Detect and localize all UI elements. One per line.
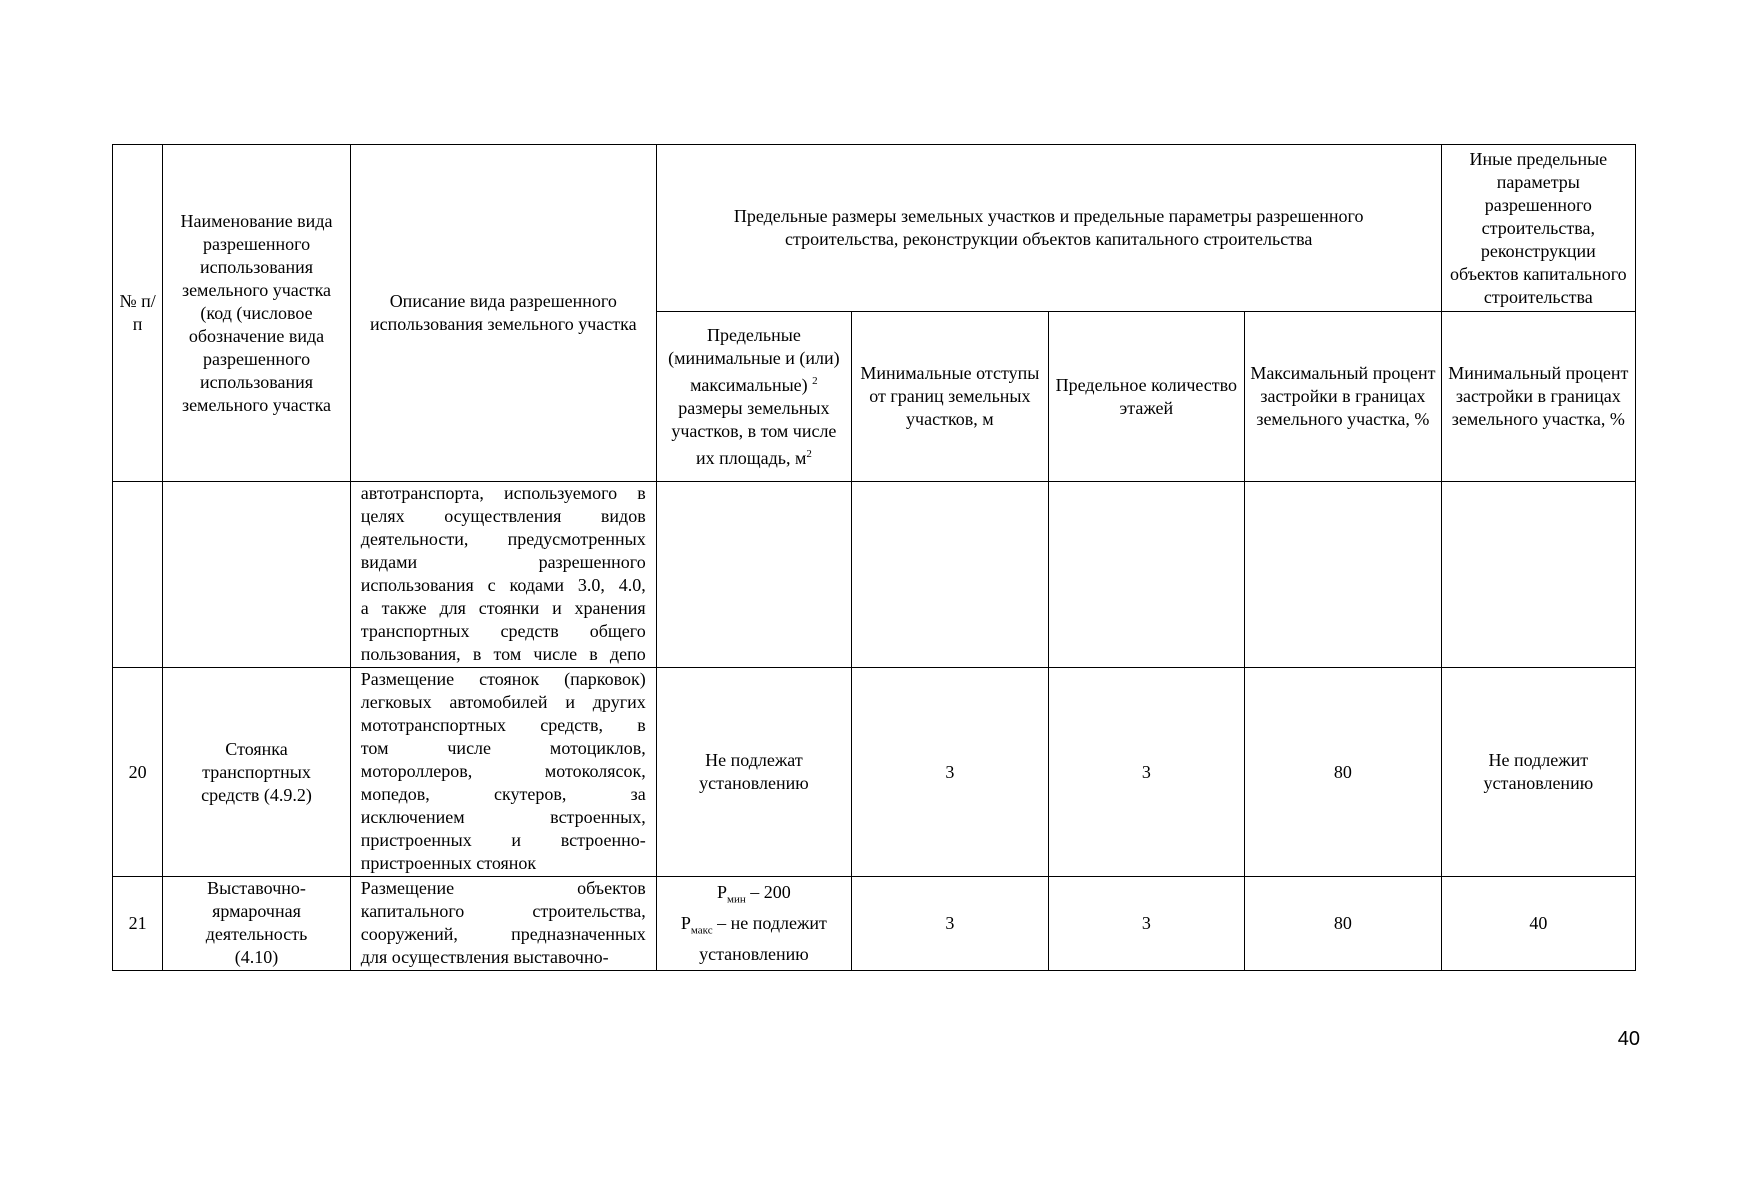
row-min-coverage: Не подлежит установлению [1441,668,1635,877]
row-min-coverage: 40 [1441,877,1635,971]
desc-line: автотранспорта, используемого в [360,483,646,503]
table-row [113,877,1636,971]
desc-line: том числе мотоциклов, [360,738,646,758]
desc-line: легковых автомобилей и других [360,692,646,712]
row-min-offset: 3 [852,877,1049,971]
max-subscript: макс [690,924,713,937]
name-line: (4.10) [234,947,279,967]
header-max-coverage: Максимальный процент застройки в границах земельного участка, % [1245,312,1442,482]
max-value: – не подлежит [712,913,827,933]
desc-line: а также для стоянки и хранения [360,598,646,618]
p-symbol: P [717,882,728,903]
row-plot-size [656,877,851,971]
row-max-coverage: 80 [1245,877,1442,971]
header-use-name: Наименование вида разрешенного использования земельного участка (код (числовое обозначение вида разрешенного использования земельного участка [163,145,351,482]
desc-line: Размещение объектов [360,878,646,898]
desc-line: капитального строительства, [360,901,646,921]
desc-line: транспортных средств общего [360,621,646,641]
row-floors: 3 [1048,668,1245,877]
desc-line: мотороллеров, мотоколясок, [360,761,646,781]
desc-line: мототранспортных средств, в [360,715,646,735]
name-line: деятельность [205,924,308,944]
desc-line: пользования, в том числе в депо [360,644,646,664]
plot-size-label-b: размеры земельных участков, в том числе их площадь, м [671,397,837,468]
min-value: – 200 [745,882,791,903]
square-unit-marker: 2 [806,447,812,460]
p-symbol: P [680,913,691,933]
row-num: 21 [113,877,163,971]
row-use-name: Стоянка транспортных средств (4.9.2) [163,668,351,877]
row-floors: 3 [1048,877,1245,971]
plot-size-tail: установлению [699,943,809,964]
row-description [350,482,656,668]
page-number: 40 [1617,1028,1640,1050]
table-row [113,482,1636,668]
row-floors-empty [1048,482,1245,668]
header-plot-size [656,312,851,482]
row-size-empty [656,482,851,668]
row-max-pct-empty [1245,482,1442,668]
header-other-params: Иные предельные параметры разрешенного строительства, реконструкции объектов капитального строительства [1441,145,1635,312]
row-num-empty [113,482,163,668]
desc-line: видами разрешенного [360,552,646,572]
table-row [113,668,1636,877]
name-line: ярмарочная [212,901,301,921]
header-use-description: Описание вида разрешенного использования земельного участка [350,145,656,482]
row-description [350,877,656,971]
row-use-name [163,877,351,971]
plot-size-max [661,912,847,943]
row-offset-empty [852,482,1049,668]
row-min-offset: 3 [852,668,1049,877]
row-description [350,668,656,877]
desc-line: Размещение стоянок (парковок) [360,669,646,689]
plot-size-min [661,881,847,912]
header-min-coverage: Минимальный процент застройки в границах земельного участка, % [1441,312,1635,482]
desc-line: мопедов, скутеров, за [360,784,646,804]
header-floors: Предельное количество этажей [1048,312,1245,482]
min-subscript: мин [727,894,746,906]
land-use-regulations-table [112,144,1636,971]
desc-line: пристроенных стоянок [360,853,537,873]
header-limits-group: Предельные размеры земельных участков и предельные параметры разрешенного строительства, реконструкции объектов капитального строительства [656,145,1441,312]
desc-line: целях осуществления видов [360,506,646,526]
header-min-offset: Минимальные отступы от границ земельных участков, м [852,312,1049,482]
row-num: 20 [113,668,163,877]
header-num: № п/п [113,145,163,482]
desc-line: сооружений, предназначенных [360,924,646,944]
row-plot-size: Не подлежат установлению [656,668,851,877]
row-name-empty [163,482,351,668]
desc-line: пристроенных и встроенно- [360,830,646,850]
row-min-pct-empty [1441,482,1635,668]
plot-size-label-a: Предельные (минимальные и (или) максимальные) [668,324,840,395]
desc-line: для осуществления выставочно- [360,947,609,967]
desc-line: использования с кодами 3.0, 4.0, [360,575,646,595]
name-line: Выставочно- [207,878,306,898]
desc-line: деятельности, предусмотренных [360,529,646,549]
row-max-coverage: 80 [1245,668,1442,877]
footnote-marker: 2 [812,374,818,387]
desc-line: исключением встроенных, [360,807,646,827]
